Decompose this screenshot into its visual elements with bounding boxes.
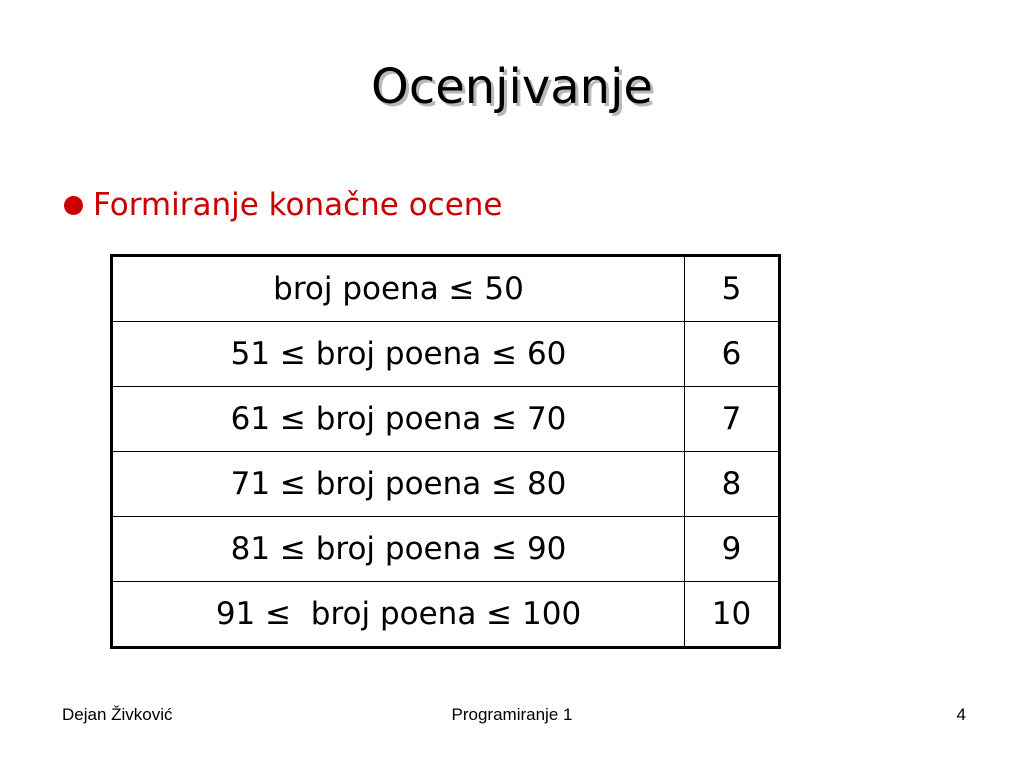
points-range-cell: 51 ≤ broj poena ≤ 60: [112, 322, 685, 387]
points-range-cell: 81 ≤ broj poena ≤ 90: [112, 517, 685, 582]
points-range-cell: 91 ≤ broj poena ≤ 100: [112, 582, 685, 648]
grade-cell: 5: [685, 256, 780, 322]
grade-cell: 6: [685, 322, 780, 387]
table-row: [112, 517, 780, 582]
slide-title: Ocenjivanje: [371, 59, 653, 115]
grading-table: [110, 254, 781, 649]
table-row: [112, 582, 780, 648]
footer-page-number: 4: [956, 705, 966, 724]
grade-cell: 9: [685, 517, 780, 582]
footer-course: Programiranje 1: [451, 705, 573, 724]
grade-cell: 10: [685, 582, 780, 648]
points-range-cell: 71 ≤ broj poena ≤ 80: [112, 452, 685, 517]
table-row: [112, 256, 780, 322]
grade-cell: 7: [685, 387, 780, 452]
bullet-dot-icon: [64, 196, 83, 215]
bullet-text: Formiranje konačne ocene: [93, 187, 503, 223]
grade-cell: 8: [685, 452, 780, 517]
bullet-item: [64, 180, 503, 230]
table-row: [112, 387, 780, 452]
table-row: [112, 322, 780, 387]
footer-author: Dejan Živković: [62, 705, 173, 724]
table-row: [112, 452, 780, 517]
points-range-cell: 61 ≤ broj poena ≤ 70: [112, 387, 685, 452]
points-range-cell: broj poena ≤ 50: [112, 256, 685, 322]
